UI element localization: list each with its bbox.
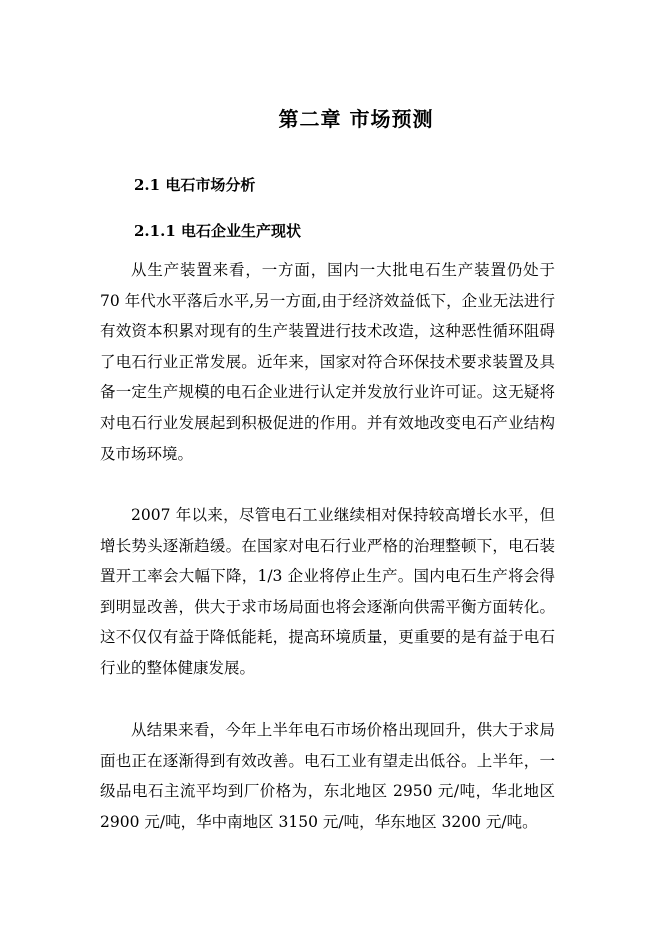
body-paragraph: 从生产装置来看，一方面，国内一大批电石生产装置仍处于 70 年代水平落后水平,另一方面,由于经济效益低下，企业无法进行有效资本积累对现有的生产装置进行技术改造，这种恶性循环阻碍了电石行业正常发展。近年来，国家对符合环保技术要求装置及具备一定生产规模的电石企业进行认定并发放行业许可证。这无疑将对电石行业发展起到积极促进的作用。并有效地改变电石产业结构及市场环境。 xyxy=(100,261,555,463)
body-paragraph: 从结果来看，今年上半年电石市场价格出现回升，供大于求局面也正在逐渐得到有效改善。电石工业有望走出低谷。上半年，一级品电石主流平均到厂价格为，东北地区 2950 元/吨，华北地区 2900 元/吨，华中南地区 3150 元/吨，华东地区 3200 元/吨。 xyxy=(100,721,555,831)
section-heading: 2.1 电石市场分析 xyxy=(134,176,256,194)
body-paragraph: 2007 年以来，尽管电石工业继续相对保持较高增长水平，但增长势头逐渐趋缓。在国家对电石行业严格的治理整顿下，电石装置开工率会大幅下降，1/3 企业将停止生产。国内电石生产将会得到明显改善，供大于求市场局面也将会逐渐向供需平衡方面转化。这不仅仅有益于降低能耗，提高环境质量，更重要的是有益于电石行业的整体健康发展。 xyxy=(100,506,555,677)
chapter-title: 第二章 市场预测 xyxy=(278,107,434,131)
subsection-heading: 2.1.1 电石企业生产现状 xyxy=(134,222,301,240)
